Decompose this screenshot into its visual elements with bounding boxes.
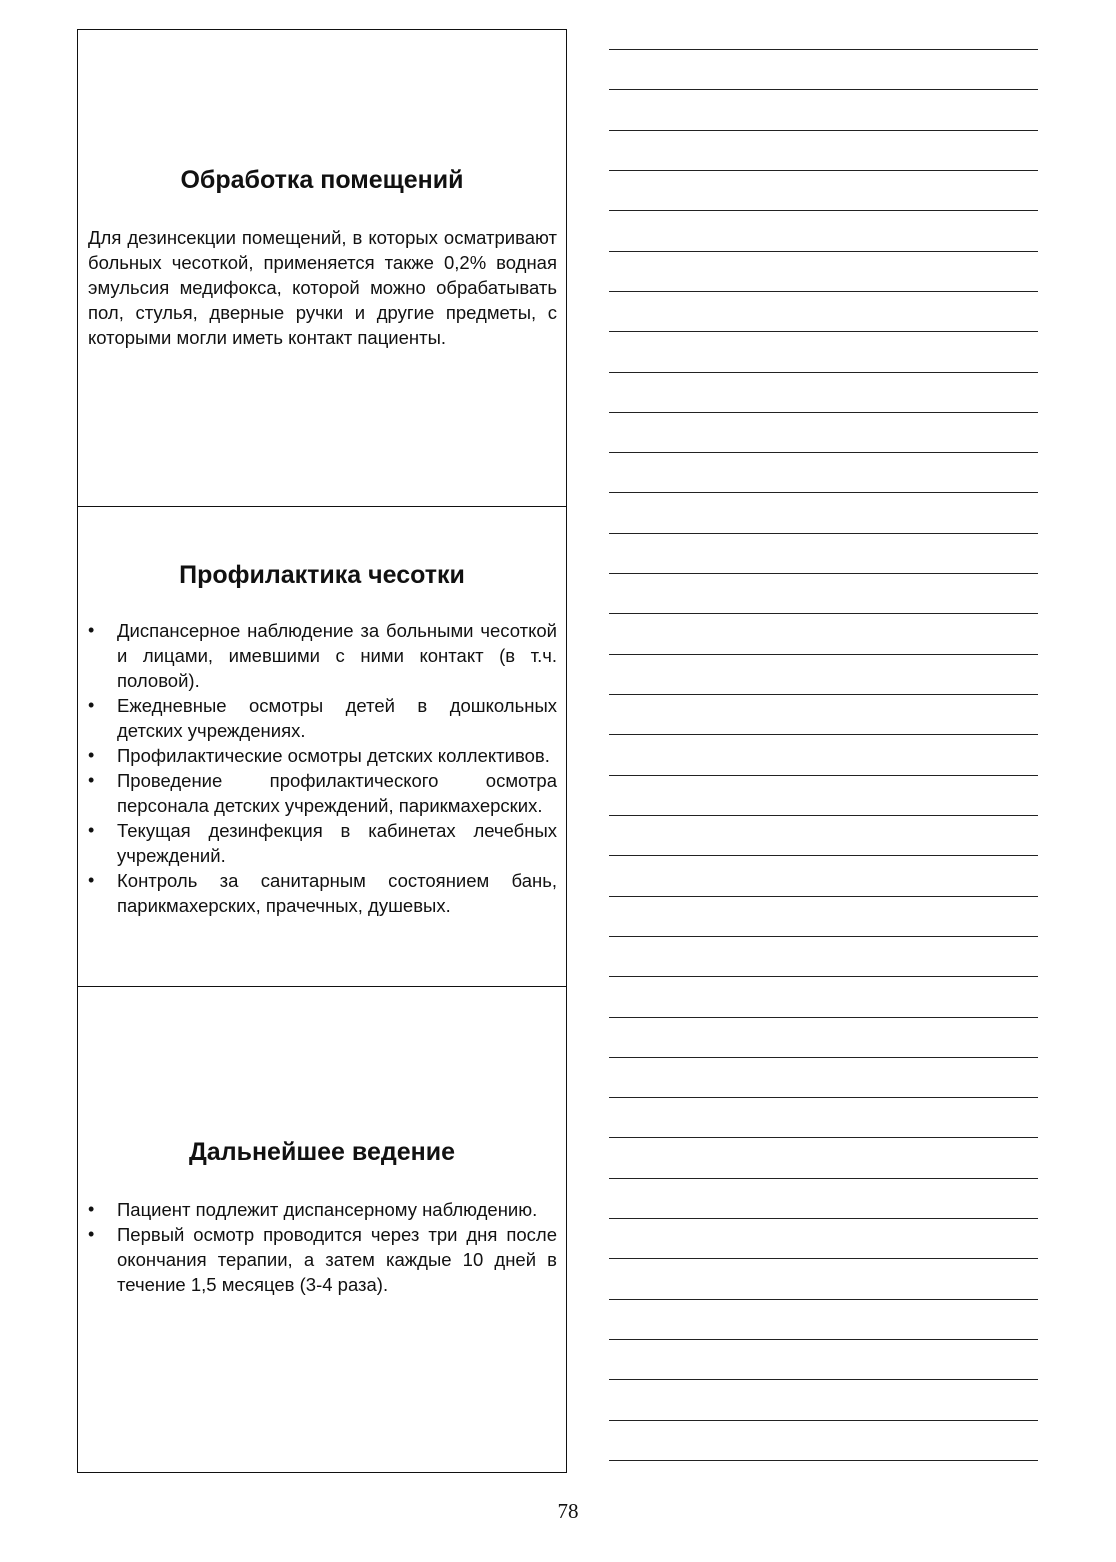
bullet-icon: • [88,820,95,840]
list-item [85,1197,557,1222]
section-paragraph: Для дезинсекции помещений, в которых осматривают больных чесоткой, применяется также 0,2% водная эмульсия медифокса, которой можно обрабатывать пол, стулья, дверные ручки и другие предметы, с которыми могли иметь контакт пациенты. [88,227,557,348]
note-line [609,49,1038,50]
list-item-text: Диспансерное наблюдение за больными чесоткой и лицами, имевшими с ними контакт (в т.ч. половой). [117,620,557,691]
note-line [609,1299,1038,1300]
note-line [609,170,1038,171]
note-line [609,936,1038,937]
note-line [609,89,1038,90]
note-line [609,775,1038,776]
list-item-text: Ежедневные осмотры детей в дошкольных детских учреждениях. [117,695,557,741]
note-line [609,1057,1038,1058]
note-line [609,251,1038,252]
section-room-treatment [78,30,566,507]
list-item-text: Проведение профилактического осмотра персонала детских учреждений, парикмахерских. [117,770,557,816]
note-line [609,1420,1038,1421]
note-line [609,896,1038,897]
section-follow-up [78,987,566,1474]
note-line [609,855,1038,856]
bullet-icon: • [88,620,95,640]
note-line [609,1258,1038,1259]
content-box [77,29,567,1473]
note-line [609,412,1038,413]
section-title: Профилактика чесотки [179,561,465,589]
note-line [609,492,1038,493]
note-line [609,1379,1038,1380]
list-item [85,868,557,918]
note-line [609,452,1038,453]
note-line [609,1178,1038,1179]
list-item-text: Профилактические осмотры детских коллективов. [117,745,550,766]
section-scabies-prevention [78,507,566,987]
bullet-icon: • [88,1224,95,1244]
list-item-text: Пациент подлежит диспансерному наблюдению. [117,1199,538,1220]
note-line [609,1339,1038,1340]
note-line [609,1460,1038,1461]
section-title: Дальнейшее ведение [188,1138,455,1166]
note-line [609,815,1038,816]
list-item [85,818,557,868]
list-item [85,693,557,743]
note-line [609,1137,1038,1138]
bullet-icon: • [88,745,95,765]
note-line [609,1097,1038,1098]
note-line [609,613,1038,614]
list-item-text: Контроль за санитарным состоянием бань, парикмахерских, прачечных, душевых. [117,870,557,916]
list-item [85,1222,557,1297]
bullet-list [85,1197,557,1297]
list-item-text: Первый осмотр проводится через три дня после окончания терапии, а затем каждые 10 дней в течение 1,5 месяцев (3-4 раза). [117,1224,557,1295]
bullet-icon: • [88,770,95,790]
list-item [85,743,557,768]
note-line [609,976,1038,977]
note-line [609,372,1038,373]
note-line [609,331,1038,332]
note-line [609,533,1038,534]
bullet-icon: • [88,1199,95,1219]
note-line [609,130,1038,131]
bullet-icon: • [88,695,95,715]
note-line [609,1218,1038,1219]
section-title: Обработка помещений [180,166,464,194]
note-line [609,291,1038,292]
note-line [609,694,1038,695]
bullet-icon: • [88,870,95,890]
bullet-list [85,618,557,918]
page-number: 78 [557,1499,579,1523]
list-item-text: Текущая дезинфекция в кабинетах лечебных учреждений. [117,820,557,866]
note-line [609,210,1038,211]
list-item [85,768,557,818]
notes-ruled-lines [609,0,1038,1562]
note-line [609,734,1038,735]
note-line [609,573,1038,574]
note-line [609,1017,1038,1018]
list-item [85,618,557,693]
note-line [609,654,1038,655]
